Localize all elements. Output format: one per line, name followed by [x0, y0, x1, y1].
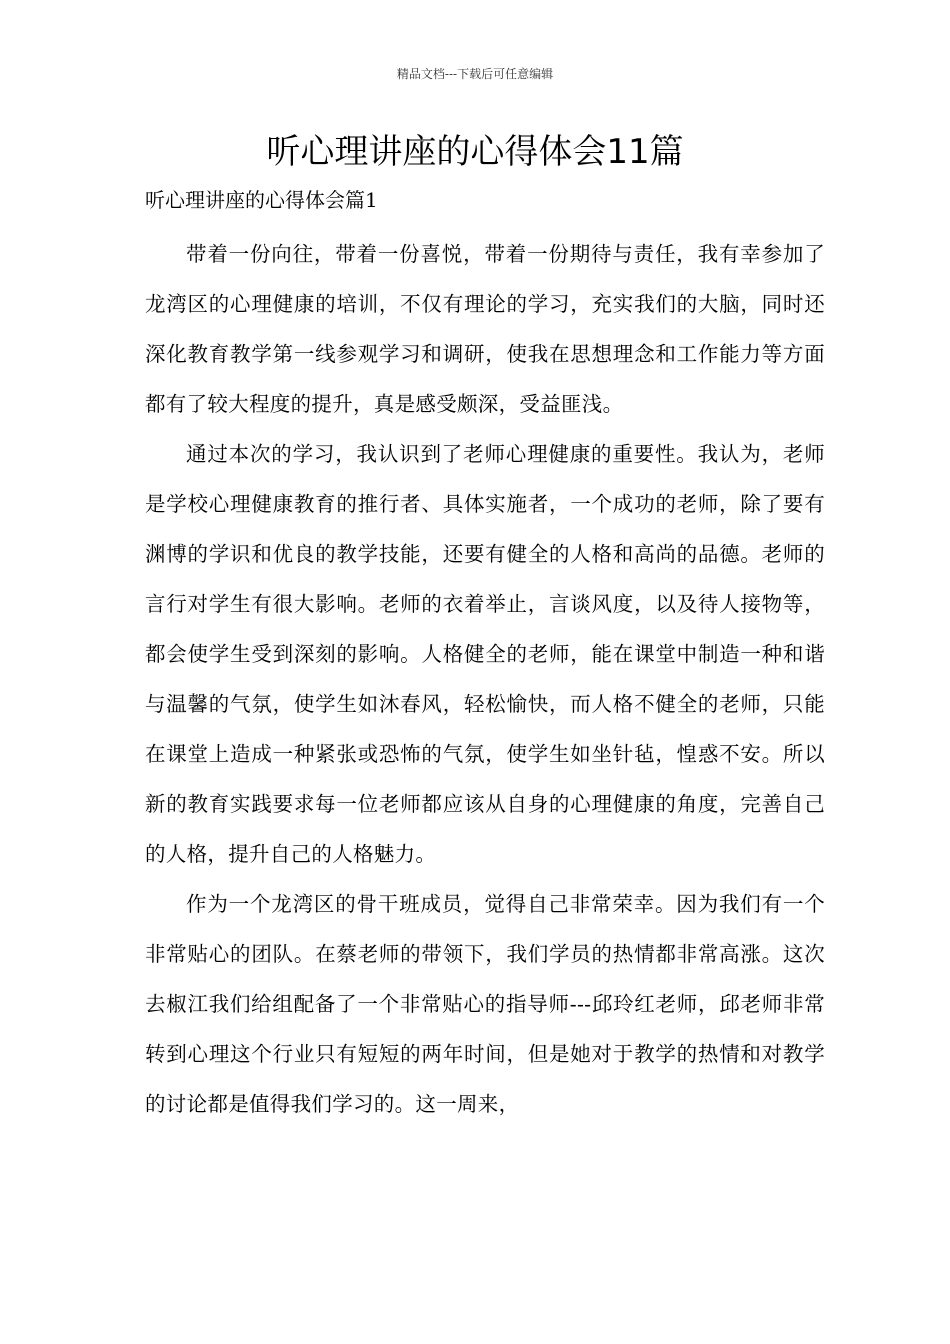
paragraph-2: 通过本次的学习，我认识到了老师心理健康的重要性。我认为，老师是学校心理健康教育的推行者、具体实施者，一个成功的老师，除了要有渊博的学识和优良的教学技能，还要有健全的人格和高尚的品德。老师的言行对学生有很大影响。老师的衣着举止，言谈风度，以及待人接物等，都会使学生受到深刻的影响。人格健全的老师，能在课堂中制造一种和谐与温馨的气氛，使学生如沐春风，轻松愉快，而人格不健全的老师，只能在课堂上造成一种紧张或恐怖的气氛，使学生如坐针毡，惶惑不安。所以新的教育实践要求每一位老师都应该从自身的心理健康的角度，完善自己的人格，提升自己的人格魅力。: [145, 442, 825, 866]
section-heading: 听心理讲座的心得体会篇1: [145, 188, 378, 212]
document-title: 听心理讲座的心得体会11篇: [266, 132, 684, 172]
document-body: [145, 229, 825, 1129]
paragraph-1: 带着一份向往，带着一份喜悦，带着一份期待与责任，我有幸参加了龙湾区的心理健康的培训，不仅有理论的学习，充实我们的大脑，同时还深化教育教学第一线参观学习和调研，使我在思想理念和工作能力等方面都有了较大程度的提升，真是感受颇深，受益匪浅。: [145, 242, 825, 416]
paragraph-3: 作为一个龙湾区的骨干班成员，觉得自己非常荣幸。因为我们有一个非常贴心的团队。在蔡老师的带领下，我们学员的热情都非常高涨。这次去椒江我们给组配备了一个非常贴心的指导师---邱玲红老师，邱老师非常转到心理这个行业只有短短的两年时间，但是她对于教学的热情和对教学的讨论都是值得我们学习的。这一周来，: [145, 892, 825, 1116]
header-note: 精品文档---下载后可任意编辑: [396, 67, 554, 81]
